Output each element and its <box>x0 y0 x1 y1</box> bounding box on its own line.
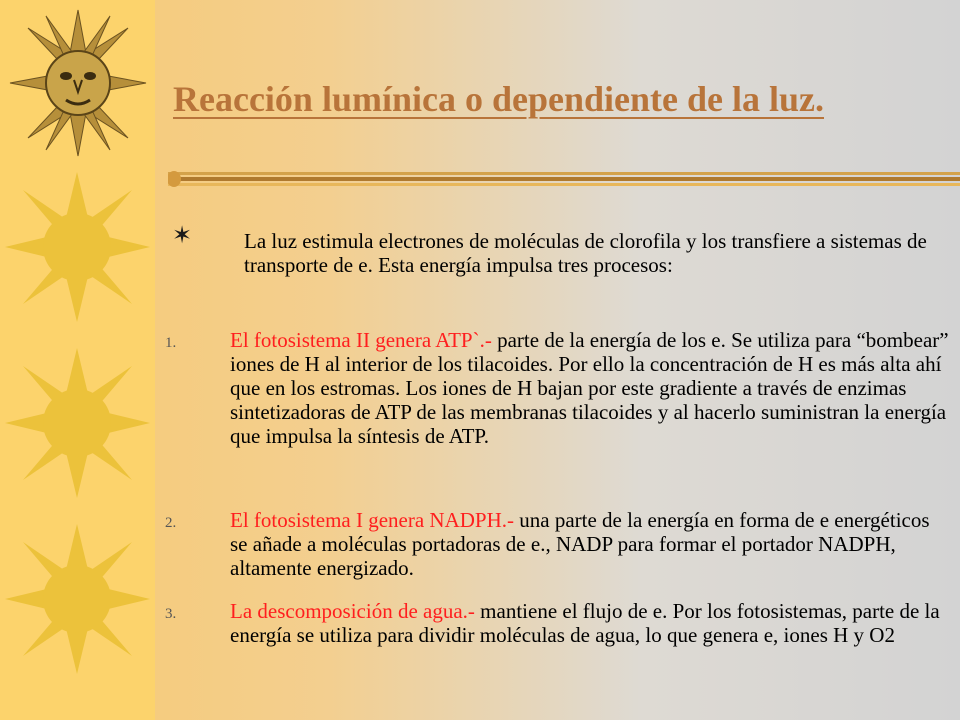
item-heading: El fotosistema II genera ATP`.- <box>230 328 492 352</box>
sun-face-icon <box>8 8 148 158</box>
intro-text: La luz estimula electrones de moléculas de clorofila y los transfiere a sistemas de transporte de e. Esta energía impulsa tres procesos: <box>244 229 927 277</box>
six-point-star-icon: ✶ <box>172 223 193 249</box>
decorative-sidebar <box>0 0 155 720</box>
slide-title: Reacción lumínica o dependiente de la luz. <box>173 79 824 119</box>
item-heading: La descomposición de agua.- <box>230 599 475 623</box>
title-divider <box>168 170 960 190</box>
list-number: 3. <box>165 606 177 622</box>
item-body: mantiene el flujo de e. Por los fotosistemas, parte de la energía se utiliza para dividir moléculas de agua, lo que genera e, iones H y O2 <box>230 599 940 647</box>
sun-icon <box>5 524 150 674</box>
sun-icon <box>5 348 150 498</box>
item-body: una parte de la energía en forma de e energéticos se añade a moléculas portadoras de e., NADP para formar el portador NADPH, altamente energizado. <box>230 508 930 580</box>
item-heading: El fotosistema I genera NADPH.- <box>230 508 515 532</box>
list-number: 2. <box>165 515 177 531</box>
list-number: 1. <box>165 335 177 351</box>
item-body: parte de la energía de los e. Se utiliza para “bombear” iones de H al interior de los tilacoides. Por ello la concentración de H es más alta ahí que en los estromas. Los iones de H bajan por este gradiente a través de enzimas sintetizadoras de ATP de las membranas tilacoides y al hacerlo suministran la energía que impulsa la síntesis de ATP. <box>230 328 949 448</box>
list-item-text <box>230 328 950 448</box>
list-item-text <box>230 599 950 647</box>
sun-icon <box>5 172 150 322</box>
list-item-text <box>230 508 950 580</box>
intro-paragraph <box>230 229 930 277</box>
